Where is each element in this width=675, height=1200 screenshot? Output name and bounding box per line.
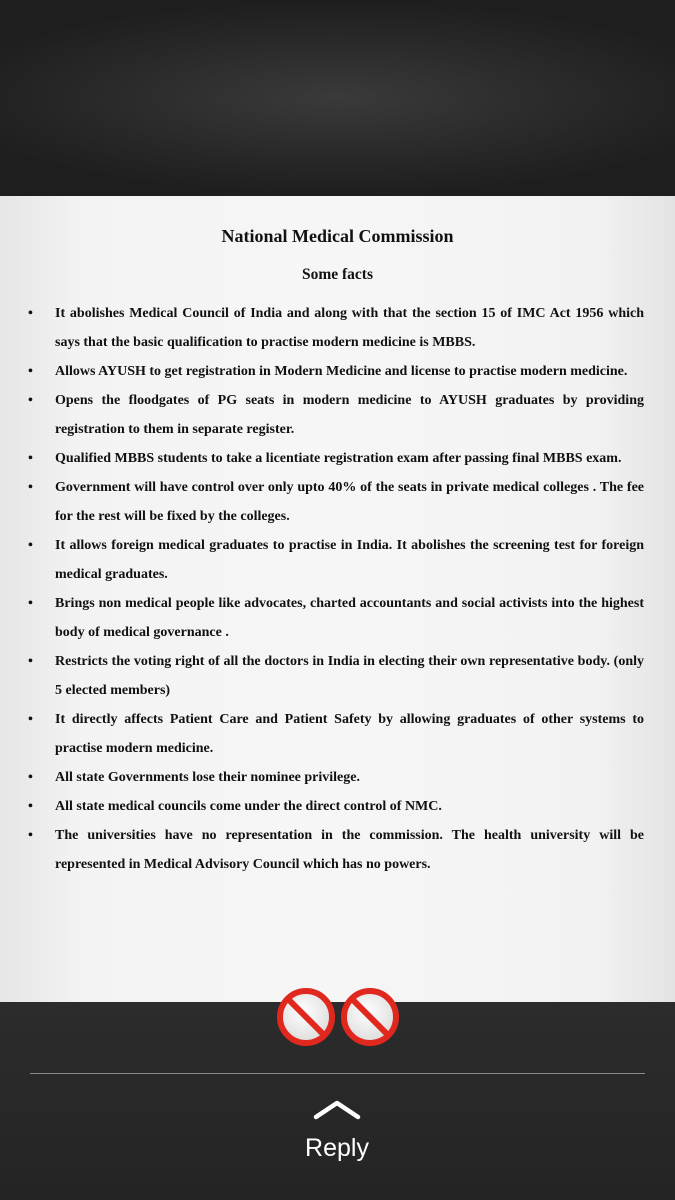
fact-item [0, 792, 675, 821]
reply-button[interactable] [262, 1098, 412, 1178]
document-subtitle: Some facts [301, 266, 374, 283]
bullet-icon: • [28, 451, 33, 466]
bullet-icon: • [28, 480, 33, 495]
bullet-icon: • [28, 828, 33, 843]
fact-text: Brings non medical people like advocates, charted accountants and social activists into the highest body of medical governance . [55, 596, 644, 640]
bullet-icon: • [28, 364, 33, 379]
fact-item [0, 763, 675, 792]
chevron-up-icon [312, 1098, 362, 1120]
document-title: National Medical Commission [221, 226, 454, 246]
fact-item [0, 531, 675, 589]
fact-item [0, 473, 675, 531]
bullet-icon: • [28, 654, 33, 669]
fact-text: The universities have no representation in the commission. The health university will be represented in Medical Advisory Council which has no powers. [55, 828, 644, 872]
bullet-icon: • [28, 306, 33, 321]
fact-item [0, 821, 675, 879]
fact-text: All state medical councils come under the direct control of NMC. [55, 799, 442, 814]
fact-item [0, 647, 675, 705]
fact-text: It allows foreign medical graduates to practise in India. It abolishes the screening test for foreign medical graduates. [55, 538, 644, 582]
reaction-emojis [0, 988, 675, 1046]
fact-text: Opens the floodgates of PG seats in modern medicine to AYUSH graduates by providing registration to them in separate register. [55, 393, 644, 437]
fact-item [0, 386, 675, 444]
prohibited-emoji-icon [341, 988, 399, 1046]
document-image [0, 196, 675, 1002]
fact-item [0, 357, 675, 386]
fact-text: Allows AYUSH to get registration in Modern Medicine and license to practise modern medicine. [55, 364, 628, 379]
fact-item [0, 444, 675, 473]
prohibited-emoji-icon [277, 988, 335, 1046]
bullet-icon: • [28, 770, 33, 785]
fact-text: It directly affects Patient Care and Patient Safety by allowing graduates of other systems to practise modern medicine. [55, 712, 644, 756]
story-top-background [0, 0, 675, 196]
fact-item [0, 299, 675, 357]
facts-list [0, 299, 675, 879]
bullet-icon: • [28, 393, 33, 408]
fact-item [0, 705, 675, 763]
fact-text: Government will have control over only upto 40% of the seats in private medical colleges . The fee for the rest will be fixed by the colleges. [55, 480, 644, 524]
fact-text: Qualified MBBS students to take a licentiate registration exam after passing final MBBS exam. [55, 451, 622, 466]
bullet-icon: • [28, 538, 33, 553]
fact-text: All state Governments lose their nominee privilege. [55, 770, 360, 785]
reply-divider [30, 1073, 645, 1074]
bullet-icon: • [28, 596, 33, 611]
reply-label: Reply [305, 1134, 369, 1162]
fact-text: Restricts the voting right of all the doctors in India in electing their own representative body. (only 5 elected members) [55, 654, 644, 698]
fact-item [0, 589, 675, 647]
bullet-icon: • [28, 799, 33, 814]
bullet-icon: • [28, 712, 33, 727]
fact-text: It abolishes Medical Council of India and along with that the section 15 of IMC Act 1956 which says that the basic qualification to practise modern medicine is MBBS. [55, 306, 644, 350]
